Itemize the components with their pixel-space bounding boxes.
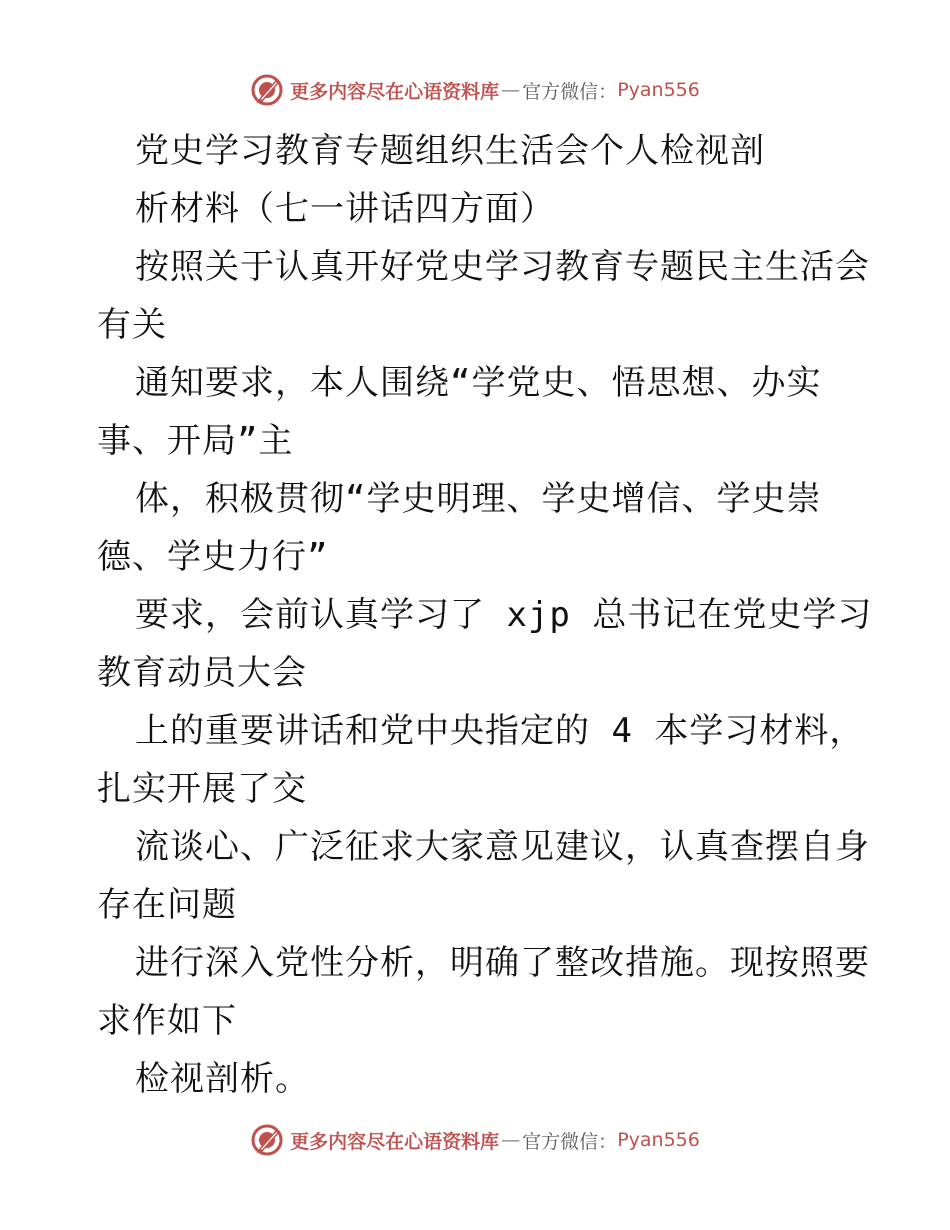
banner-wechat-id: Pyan556	[617, 79, 700, 101]
text-line: 教育动员大会	[97, 653, 307, 693]
header-banner	[0, 70, 950, 110]
pen-circle-icon	[250, 73, 284, 107]
footer-banner	[0, 1120, 950, 1160]
text-line: 求作如下	[97, 1001, 237, 1041]
text-line: 党史学习教育专题组织生活会个人检视剖	[135, 131, 765, 171]
pen-circle-icon	[250, 1123, 284, 1157]
text-line: 进行深入党性分析，明确了整改措施。现按照要	[135, 943, 870, 983]
banner-wechat-label: 官方微信：	[522, 80, 618, 103]
document-body	[97, 122, 873, 1108]
text-line: 检视剖析。	[135, 1059, 310, 1099]
text-line: 扎实开展了交	[97, 769, 307, 809]
banner-dash: —	[501, 79, 521, 101]
banner-wechat-label: 官方微信：	[522, 1130, 618, 1153]
text-line: 流谈心、广泛征求大家意见建议，认真查摆自身	[135, 827, 870, 867]
text-line: 事、开局”主	[97, 421, 294, 461]
text-line: 通知要求，本人围绕“学党史、悟思想、办实	[135, 363, 822, 403]
text-line: 要求，会前认真学习了 xjp 总书记在党史学习	[135, 595, 873, 635]
text-line: 有关	[97, 305, 167, 345]
text-line: 德、学史力行”	[97, 537, 329, 577]
text-line: 上的重要讲话和党中央指定的 4 本学习材料，	[135, 711, 865, 751]
text-line: 按照关于认真开好党史学习教育专题民主生活会	[135, 247, 870, 287]
banner-dash: —	[501, 1129, 521, 1151]
banner-brand: 更多内容尽在心语资料库	[290, 80, 500, 103]
banner-brand: 更多内容尽在心语资料库	[290, 1130, 500, 1153]
text-line: 体，积极贯彻“学史明理、学史增信、学史崇	[135, 479, 822, 519]
text-line: 存在问题	[97, 885, 237, 925]
text-line: 析材料（七一讲话四方面）	[135, 189, 555, 229]
banner-wechat-id: Pyan556	[617, 1129, 700, 1151]
